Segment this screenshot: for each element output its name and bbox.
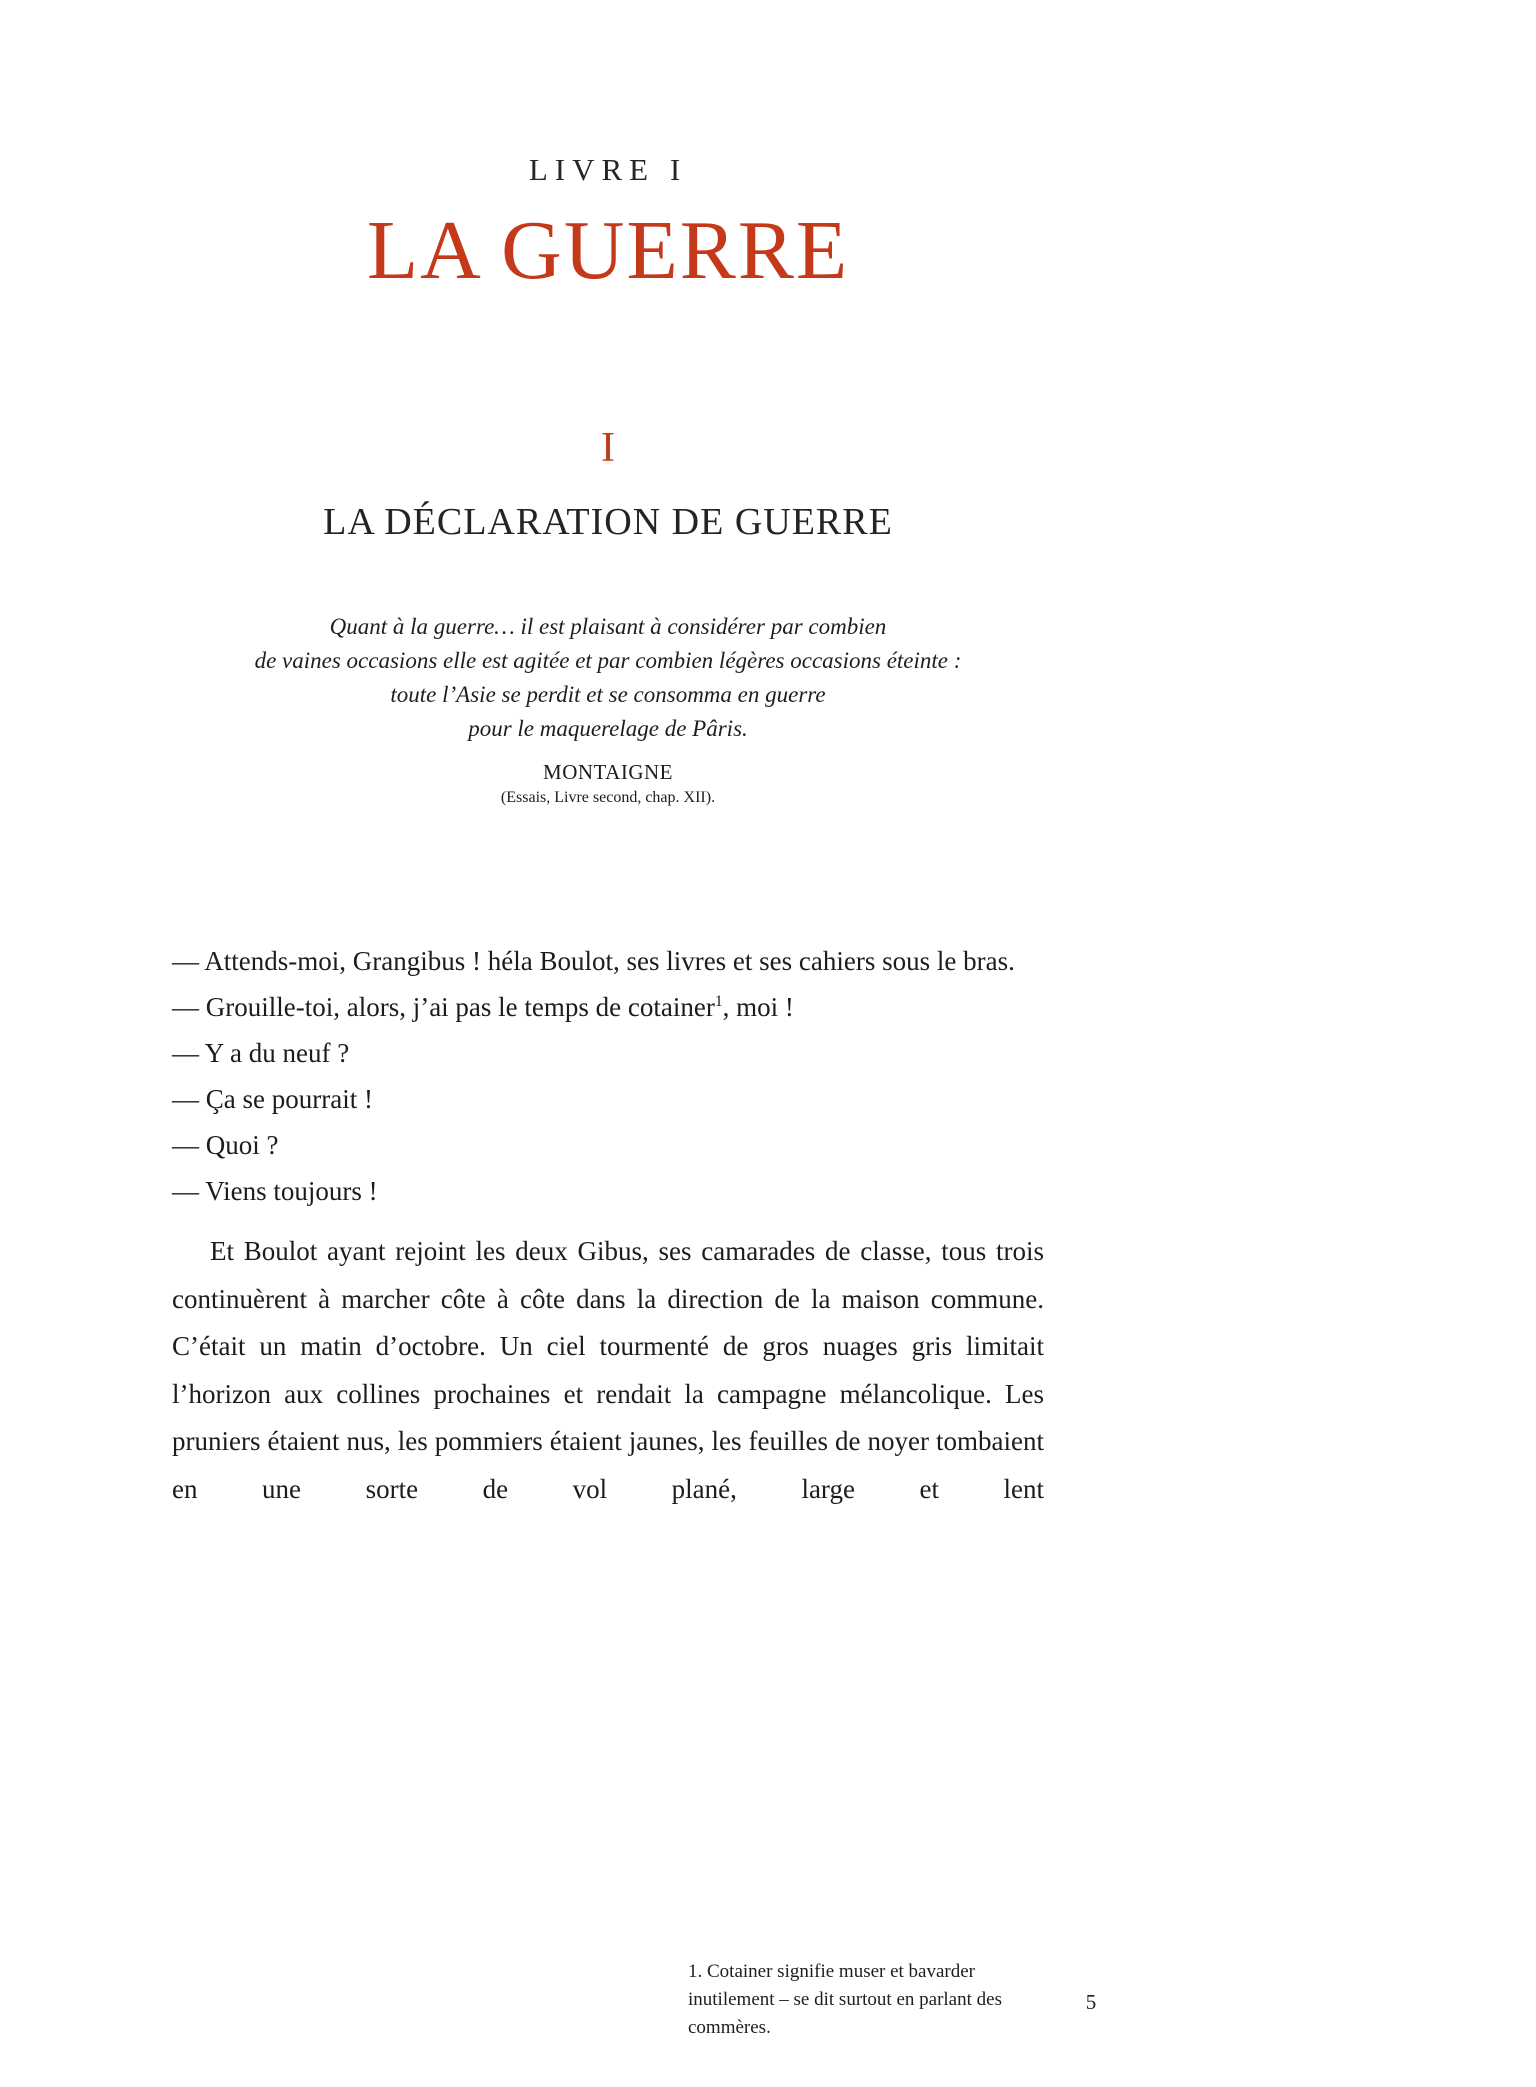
epigraph-line: toute l’Asie se perdit et se consomma en guerre: [390, 682, 826, 707]
chapter-number: I: [601, 425, 615, 471]
epigraph-source: (Essais, Livre second, chap. XII).: [500, 789, 716, 806]
dialogue-line: — Viens toujours !: [172, 1176, 378, 1206]
dialogue-line: — Attends-moi, Grangibus ! héla Boulot, ses livres et ses cahiers sous le bras.: [172, 946, 1015, 976]
dialogue-block: [172, 938, 1044, 1214]
dialogue-line: — Ça se pourrait !: [172, 1084, 373, 1114]
part-title: LA GUERRE: [366, 204, 850, 297]
page-number: 5: [1085, 1990, 1097, 2014]
epigraph-attribution: MONTAIGNE: [543, 760, 673, 784]
epigraph-line: de vaines occasions elle est agitée et par combien légères occasions éteinte :: [254, 648, 962, 673]
dialogue-line: — Grouille-toi, alors, j’ai pas le temps de cotainer$^1$, moi !: [172, 992, 794, 1022]
part-label: LIVRE I: [528, 152, 688, 187]
dialogue-line: — Y a du neuf ?: [172, 1038, 350, 1068]
epigraph: [172, 610, 1044, 746]
epigraph-line: Quant à la guerre… il est plaisant à considérer par combien: [329, 614, 887, 639]
epigraph-line: pour le maquerelage de Pâris.: [468, 716, 748, 741]
dialogue-line: — Quoi ?: [172, 1130, 279, 1160]
footnote-reference: 1: [714, 993, 723, 1010]
footnote: 1. Cotainer signifie muser et bavarder inutilement – se dit surtout en parlant des commères.: [688, 1961, 1002, 2038]
body-paragraph: Et Boulot ayant rejoint les deux Gibus, ses camarades de classe, tous trois continuèrent à marcher côte à côte dans la direction de la maison commune. C’était un matin d’octobre. Un ciel tourmenté de gros nuages gris limitait l’horizon aux collines prochaines et rendait la campagne mélancolique. Les pruniers étaient nus, les pommiers étaient jaunes, les feuilles de noyer tombaient en une sorte de vol plané, large et lent: [172, 1236, 1044, 1504]
chapter-title: LA DÉCLARATION DE GUERRE: [323, 501, 893, 543]
